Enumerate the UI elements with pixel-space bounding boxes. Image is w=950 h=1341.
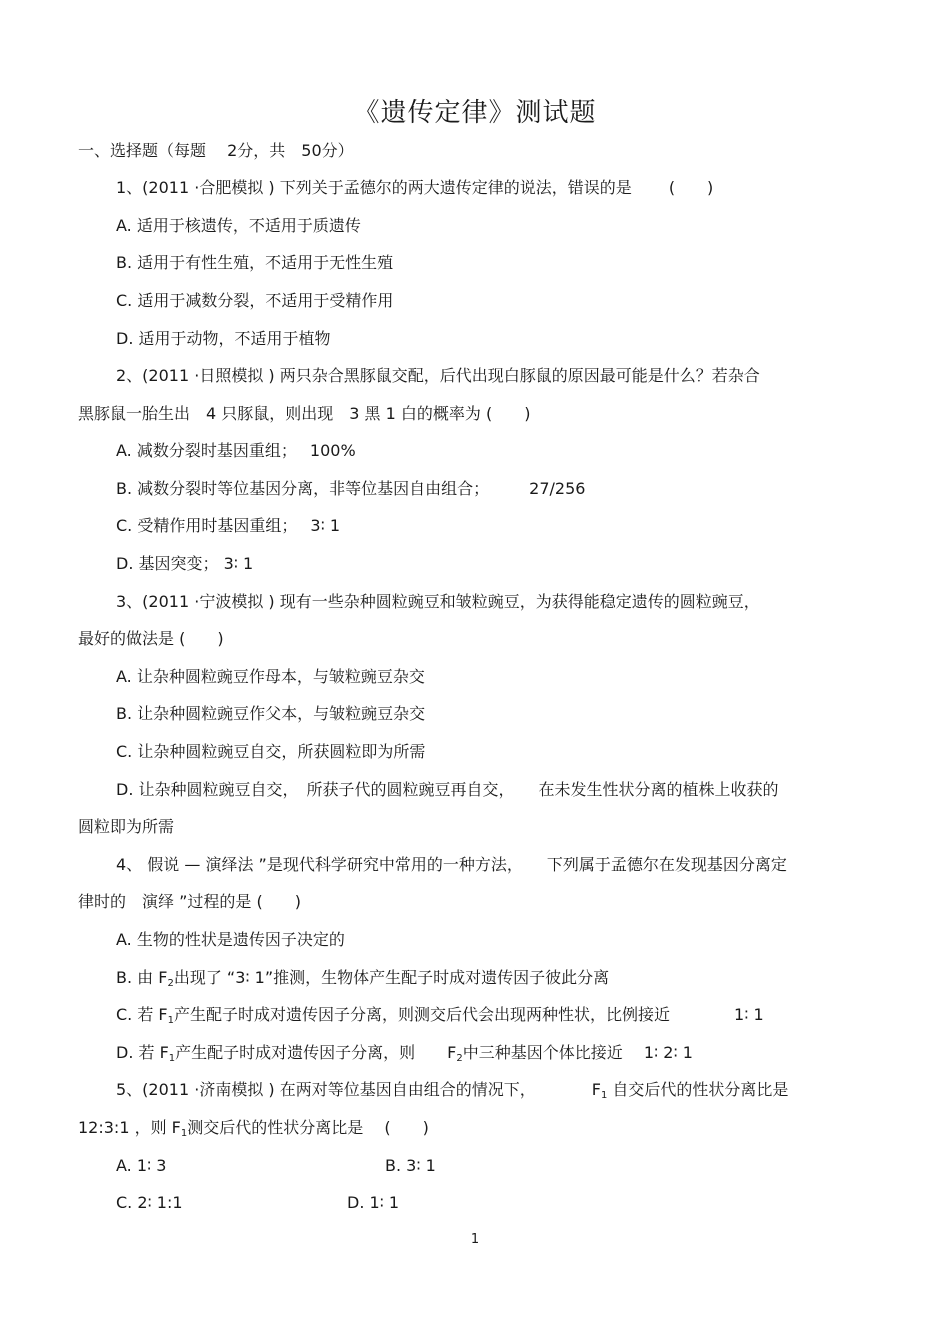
question-4-option-c: [116, 1005, 764, 1031]
question-3-option-c: C. 让杂种圆粒豌豆自交，所获圆粒即为所需: [116, 742, 426, 761]
question-1-option-d: D. 适用于动物，不适用于植物: [116, 329, 331, 348]
question-4-option-b-text: 出现了 “3∶ 1”推测，生物体产生配子时成对遗传因子彼此分离: [173, 968, 610, 987]
question-1-stem: 1、(2011 ·合肥模拟 ) 下列关于孟德尔的两大遗传定律的说法，错误的是 ( ): [116, 178, 714, 197]
question-5-stem2-text: 测交后代的性状分离比是 ( ): [187, 1118, 429, 1137]
page-number: 1: [470, 1232, 480, 1247]
question-3-stem-line-1: 3、(2011 ·宁波模拟 ) 现有一些杂种圆粒豌豆和皱粒豌豆，为获得能稳定遗传的圆粒豌豆，: [116, 592, 760, 611]
question-2-option-b: B. 减数分裂时等位基因分离，非等位基因自由组合； 27/256: [116, 479, 586, 498]
section-heading: 一、选择题（每题 2分，共 50分）: [78, 141, 354, 160]
question-4-stem-line-2: 律时的 演绎 ”过程的是 ( ): [78, 892, 301, 911]
question-5-option-b: B. 3∶ 1: [385, 1156, 436, 1175]
question-3-option-a: A. 让杂种圆粒豌豆作母本，与皱粒豌豆杂交: [116, 667, 425, 686]
question-2-option-d: D. 基因突变； 3∶ 1: [116, 554, 254, 573]
question-4-option-a: A. 生物的性状是遗传因子决定的: [116, 930, 345, 949]
subscript: 1: [168, 1053, 176, 1064]
question-2-stem-line-2: 黑豚鼠一胎生出 4 只豚鼠，则出现 3 黑 1 白的概率为 ( ): [78, 404, 531, 423]
question-3-option-d-line-1: D. 让杂种圆粒豌豆自交， 所获子代的圆粒豌豆再自交， 在未发生性状分离的植株上收获的: [116, 780, 779, 799]
question-2-option-c: C. 受精作用时基因重组； 3∶ 1: [116, 516, 341, 535]
subscript: 1: [167, 1015, 175, 1026]
question-4-option-d-mid: 产生配子时成对遗传因子分离，则 F: [175, 1043, 457, 1062]
question-4-option-d-text: 中三种基因个体比接近 1∶ 2∶ 1: [462, 1043, 693, 1062]
question-3-option-b: B. 让杂种圆粒豌豆作父本，与皱粒豌豆杂交: [116, 704, 426, 723]
question-2-option-a: A. 减数分裂时基因重组； 100%: [116, 441, 356, 460]
subscript: 2: [167, 978, 174, 989]
question-2-stem-line-1: 2、(2011 ·日照模拟 ) 两只杂合黑豚鼠交配，后代出现白豚鼠的原因最可能是什么？若杂合: [116, 366, 760, 385]
question-3-option-d-line-2: 圆粒即为所需: [78, 817, 175, 836]
question-5-stem2-prefix: 12:3:1 ，则 F: [78, 1118, 181, 1137]
subscript: 1: [600, 1090, 608, 1101]
question-5-option-a: A. 1∶ 3: [116, 1156, 167, 1175]
question-1-option-c: C. 适用于减数分裂，不适用于受精作用: [116, 291, 394, 310]
question-4-stem-line-1: 4、 假说 — 演绎法 ”是现代科学研究中常用的一种方法， 下列属于孟德尔在发现基因分离定: [116, 855, 787, 874]
question-5-stem-line-2: [78, 1118, 429, 1144]
question-4-option-b-prefix: B. 由 F: [116, 968, 168, 987]
page-title: 《遗传定律》测试题: [353, 98, 597, 128]
question-3-stem-line-2: 最好的做法是 ( ): [78, 629, 224, 648]
question-1-option-b: B. 适用于有性生殖，不适用于无性生殖: [116, 253, 394, 272]
question-4-option-b: [116, 968, 609, 994]
question-5-option-c: C. 2∶ 1:1: [116, 1193, 183, 1212]
question-5-option-d: D. 1∶ 1: [347, 1193, 400, 1212]
subscript: 2: [456, 1053, 463, 1064]
question-4-option-d: [116, 1043, 693, 1069]
question-5-stem-text: 自交后代的性状分离比是: [607, 1080, 789, 1099]
question-4-option-d-prefix: D. 若 F: [116, 1043, 169, 1062]
question-5-stem-line-1: [116, 1080, 788, 1106]
question-5-stem-prefix: 5、(2011 ·济南模拟 ) 在两对等位基因自由组合的情况下， F: [116, 1080, 601, 1099]
question-1-option-a: A. 适用于核遗传，不适用于质遗传: [116, 216, 361, 235]
question-4-option-c-text: 产生配子时成对遗传因子分离，则测交后代会出现两种性状，比例接近 1∶ 1: [174, 1005, 764, 1024]
question-4-option-c-prefix: C. 若 F: [116, 1005, 168, 1024]
subscript: 1: [180, 1128, 188, 1139]
